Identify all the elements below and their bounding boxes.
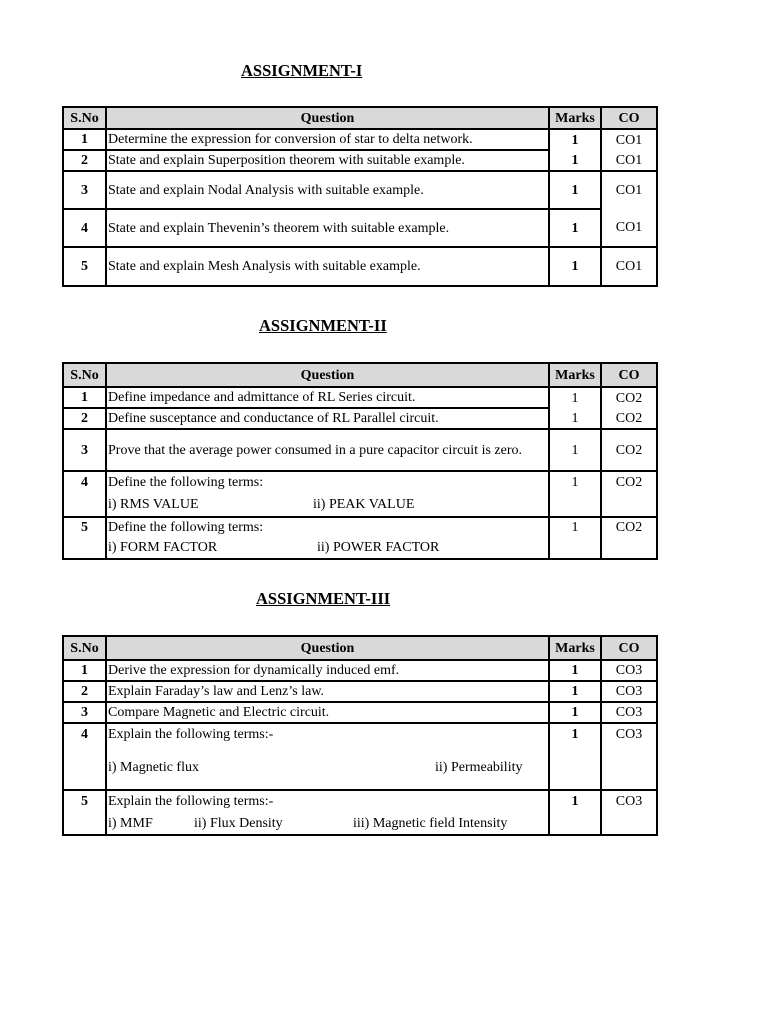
terms-line <box>108 815 547 832</box>
co-cell: CO2 <box>601 471 657 517</box>
co-cell: CO1 <box>601 247 657 286</box>
question-cell: Explain Faraday’s law and Lenz’s law. <box>106 681 549 702</box>
term-2: ii) POWER FACTOR <box>317 540 440 555</box>
table-row <box>63 247 657 286</box>
table-row <box>63 660 657 681</box>
table-header-row <box>63 107 657 129</box>
marks-cell: 1 <box>549 247 601 286</box>
sno-header: S.No <box>63 107 106 129</box>
question-text: Define the following terms: <box>108 475 264 490</box>
question-cell <box>106 471 549 517</box>
question-cell: State and explain Superposition theorem with suitable example. <box>106 150 549 171</box>
table-row <box>63 408 657 429</box>
question-cell: State and explain Mesh Analysis with suitable example. <box>106 247 549 286</box>
terms-line <box>108 759 547 776</box>
sno-cell: 5 <box>63 517 106 559</box>
term-1: i) MMF <box>108 816 153 831</box>
marks-cell: 1 <box>549 408 601 429</box>
term-2: ii) Permeability <box>435 760 523 775</box>
question-cell: Prove that the average power consumed in a pure capacitor circuit is zero. <box>106 429 549 471</box>
sno-cell: 5 <box>63 247 106 286</box>
sno-header: S.No <box>63 363 106 387</box>
co-cell: CO3 <box>601 702 657 723</box>
marks-cell: 1 <box>549 723 601 790</box>
question-cell <box>106 723 549 790</box>
assignment-3-table <box>62 635 658 836</box>
question-header: Question <box>106 363 549 387</box>
question-text: Define the following terms: <box>108 520 264 535</box>
question-cell: Derive the expression for dynamically induced emf. <box>106 660 549 681</box>
co-cell: CO2 <box>601 429 657 471</box>
co-cell: CO2 <box>601 517 657 559</box>
term-1: i) Magnetic flux <box>108 760 199 775</box>
marks-cell: 1 <box>549 790 601 835</box>
marks-cell: 1 <box>549 702 601 723</box>
co-cell: CO1 <box>601 129 657 150</box>
table-row <box>63 681 657 702</box>
question-cell: State and explain Nodal Analysis with suitable example. <box>106 171 549 209</box>
co-cell: CO3 <box>601 660 657 681</box>
sno-cell: 3 <box>63 702 106 723</box>
sno-cell: 2 <box>63 681 106 702</box>
term-2: ii) Flux Density <box>194 816 283 831</box>
sno-cell: 4 <box>63 471 106 517</box>
sno-cell: 1 <box>63 660 106 681</box>
marks-cell: 1 <box>549 150 601 171</box>
table-row <box>63 723 657 790</box>
question-cell: Define impedance and admittance of RL Series circuit. <box>106 387 549 408</box>
table-row <box>63 387 657 408</box>
marks-cell: 1 <box>549 429 601 471</box>
assignment-2-table <box>62 362 658 560</box>
table-row <box>63 429 657 471</box>
sno-header: S.No <box>63 636 106 660</box>
marks-cell: 1 <box>549 471 601 517</box>
co-header: CO <box>601 107 657 129</box>
term-1: i) FORM FACTOR <box>108 540 218 555</box>
marks-cell: 1 <box>549 387 601 408</box>
table-header-row <box>63 363 657 387</box>
terms-line <box>108 539 547 556</box>
question-cell: Define susceptance and conductance of RL Parallel circuit. <box>106 408 549 429</box>
marks-cell: 1 <box>549 171 601 209</box>
co-header: CO <box>601 363 657 387</box>
sno-cell: 1 <box>63 129 106 150</box>
co-cell: CO3 <box>601 681 657 702</box>
terms-line <box>108 496 547 513</box>
marks-cell: 1 <box>549 517 601 559</box>
table-row <box>63 171 657 209</box>
sno-cell: 2 <box>63 150 106 171</box>
table-row <box>63 150 657 171</box>
question-text: Explain the following terms:- <box>108 794 274 809</box>
assignment-2-title: ASSIGNMENT-II <box>259 316 387 335</box>
question-text: Explain the following terms:- <box>108 727 274 742</box>
co-cell: CO1 <box>601 150 657 171</box>
assignment-3-title: ASSIGNMENT-III <box>256 589 391 608</box>
question-header: Question <box>106 636 549 660</box>
marks-header: Marks <box>549 636 601 660</box>
sno-cell: 3 <box>63 171 106 209</box>
question-cell: Determine the expression for conversion of star to delta network. <box>106 129 549 150</box>
table-row <box>63 129 657 150</box>
table-row <box>63 702 657 723</box>
assignment-1-title: ASSIGNMENT-I <box>241 61 363 80</box>
marks-cell: 1 <box>549 681 601 702</box>
co-cell: CO3 <box>601 790 657 835</box>
question-cell: State and explain Thevenin’s theorem with suitable example. <box>106 209 549 247</box>
question-cell <box>106 517 549 559</box>
co-cell: CO1 <box>601 209 657 247</box>
co-cell: CO2 <box>601 387 657 408</box>
marks-cell: 1 <box>549 660 601 681</box>
table-row <box>63 209 657 247</box>
sno-cell: 4 <box>63 723 106 790</box>
table-row <box>63 790 657 835</box>
marks-header: Marks <box>549 363 601 387</box>
question-cell: Compare Magnetic and Electric circuit. <box>106 702 549 723</box>
term-3: iii) Magnetic field Intensity <box>353 816 508 831</box>
term-1: i) RMS VALUE <box>108 497 199 512</box>
co-header: CO <box>601 636 657 660</box>
marks-cell: 1 <box>549 209 601 247</box>
term-2: ii) PEAK VALUE <box>313 497 415 512</box>
question-cell <box>106 790 549 835</box>
co-cell: CO1 <box>601 171 657 209</box>
sno-cell: 2 <box>63 408 106 429</box>
sno-cell: 1 <box>63 387 106 408</box>
table-row <box>63 471 657 517</box>
co-cell: CO2 <box>601 408 657 429</box>
question-header: Question <box>106 107 549 129</box>
table-row <box>63 517 657 559</box>
table-header-row <box>63 636 657 660</box>
sno-cell: 4 <box>63 209 106 247</box>
sno-cell: 5 <box>63 790 106 835</box>
co-cell: CO3 <box>601 723 657 790</box>
marks-cell: 1 <box>549 129 601 150</box>
marks-header: Marks <box>549 107 601 129</box>
sno-cell: 3 <box>63 429 106 471</box>
assignment-1-table <box>62 106 658 287</box>
